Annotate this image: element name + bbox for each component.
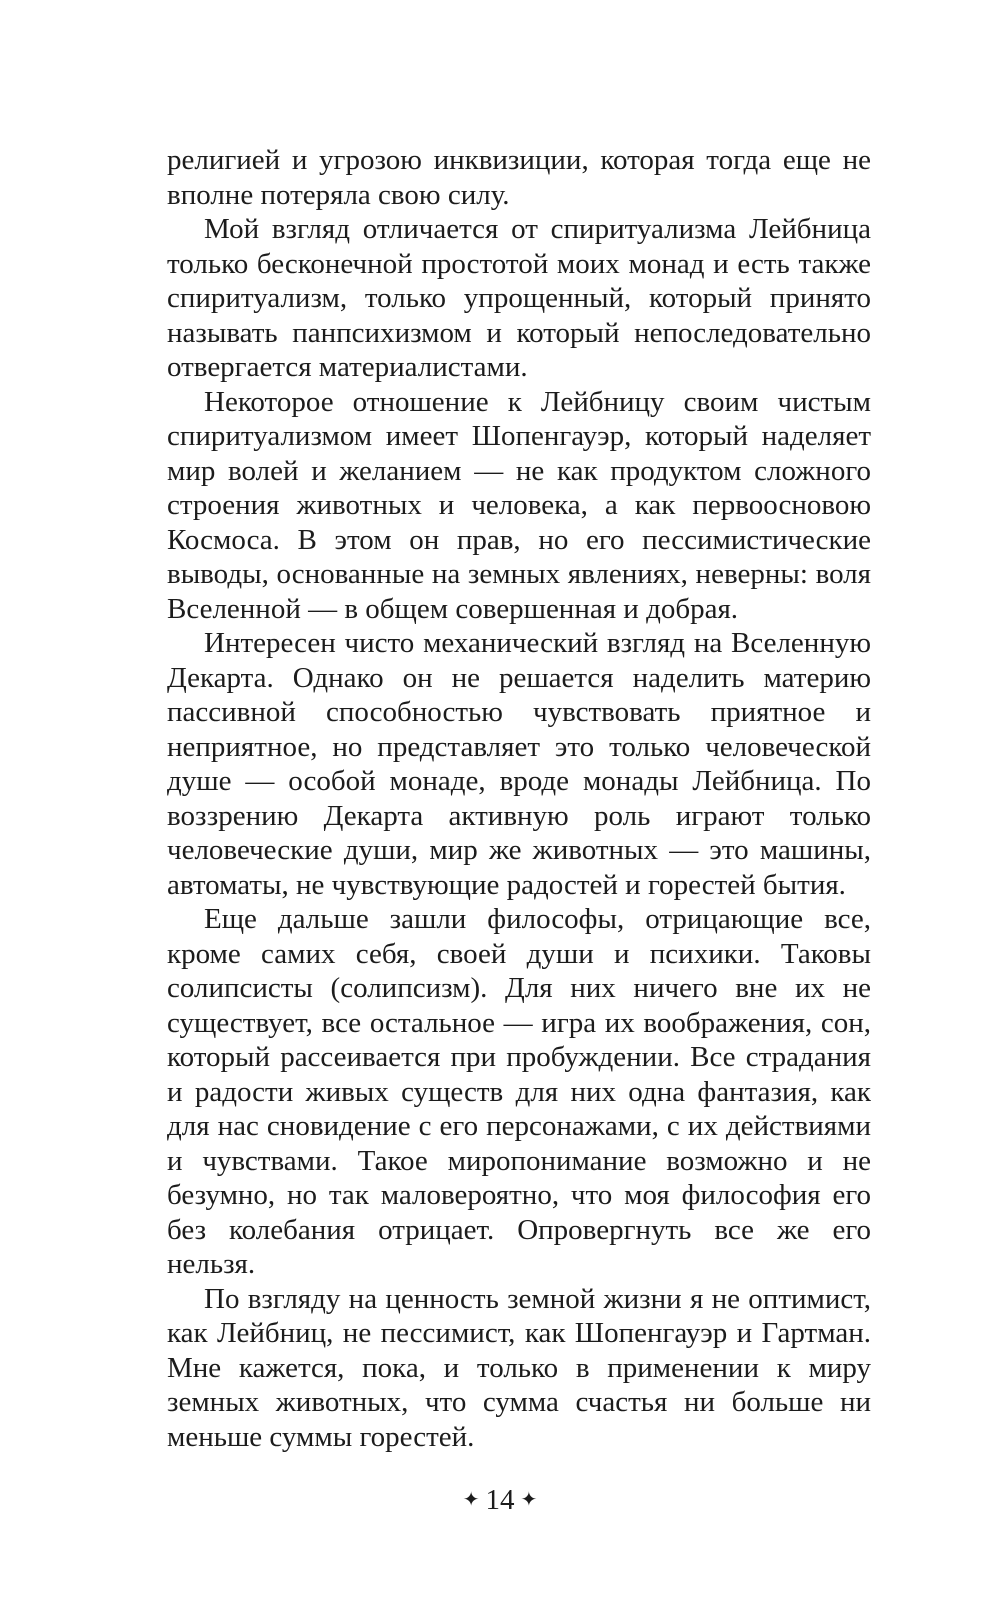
- paragraph: Интересен чисто механический взгляд на Вселенную Декарта. Однако он не решается наделить материю пассивной способностью чувствовать приятное и неприятное, но представляет это только человеческой душе — особой монаде, вроде монады Лейбница. По воззрению Декарта активную роль играют только человеческие души, мир же животных — это машины, автоматы, не чувствующие радостей и горестей бытия.: [167, 627, 871, 901]
- paragraph: Некоторое отношение к Лейбницу своим чистым спиритуализмом имеет Шопенгауэр, который наделяет мир волей и желанием — не как продуктом сложного строения животных и человека, а как первоосновою Космоса. В этом он прав, но его пессимистические выводы, основанные на земных явлениях, неверны: воля Вселенной — в общем совершенная и добрая.: [167, 385, 871, 625]
- paragraph: По взгляду на ценность земной жизни я не оптимист, как Лейбниц, не пессимист, как Шопенгауэр и Гартман. Мне кажется, пока, и только в применении к миру земных животных, что сумма счастья ни больше ни меньше суммы горестей.: [167, 1282, 871, 1453]
- paragraph: Еще дальше зашли философы, отрицающие все, кроме самих себя, своей души и психики. Таковы солипсисты (солипсизм). Для них ничего вне их не существует, все остальное — игра их воображения, сон, который рассеивается при пробуждении. Все страдания и радости живых существ для них одна фантазия, как для нас сновидение с его персонажами, с их действиями и чувствами. Такое миропонимание возможно и не безумно, но так маловероятно, что моя философия его без колебания отрицает. Опровергнуть все же его нельзя.: [167, 903, 871, 1280]
- diamond-ornament-icon: ✦: [520, 1489, 538, 1511]
- page-footer: [0, 1483, 1000, 1517]
- paragraph: Мой взгляд отличается от спиритуализма Лейбница только бесконечной простотой моих монад и есть также спиритуализм, только упрощенный, который принято называть панпсихизмом и который непоследовательно отвергается материалистами.: [167, 213, 871, 383]
- page-number: 14: [485, 1484, 515, 1516]
- paragraph: религией и угрозою инквизиции, которая тогда еще не вполне потеряла свою силу.: [167, 144, 871, 211]
- body-text: [167, 143, 871, 1454]
- diamond-ornament-icon: ✦: [462, 1489, 480, 1511]
